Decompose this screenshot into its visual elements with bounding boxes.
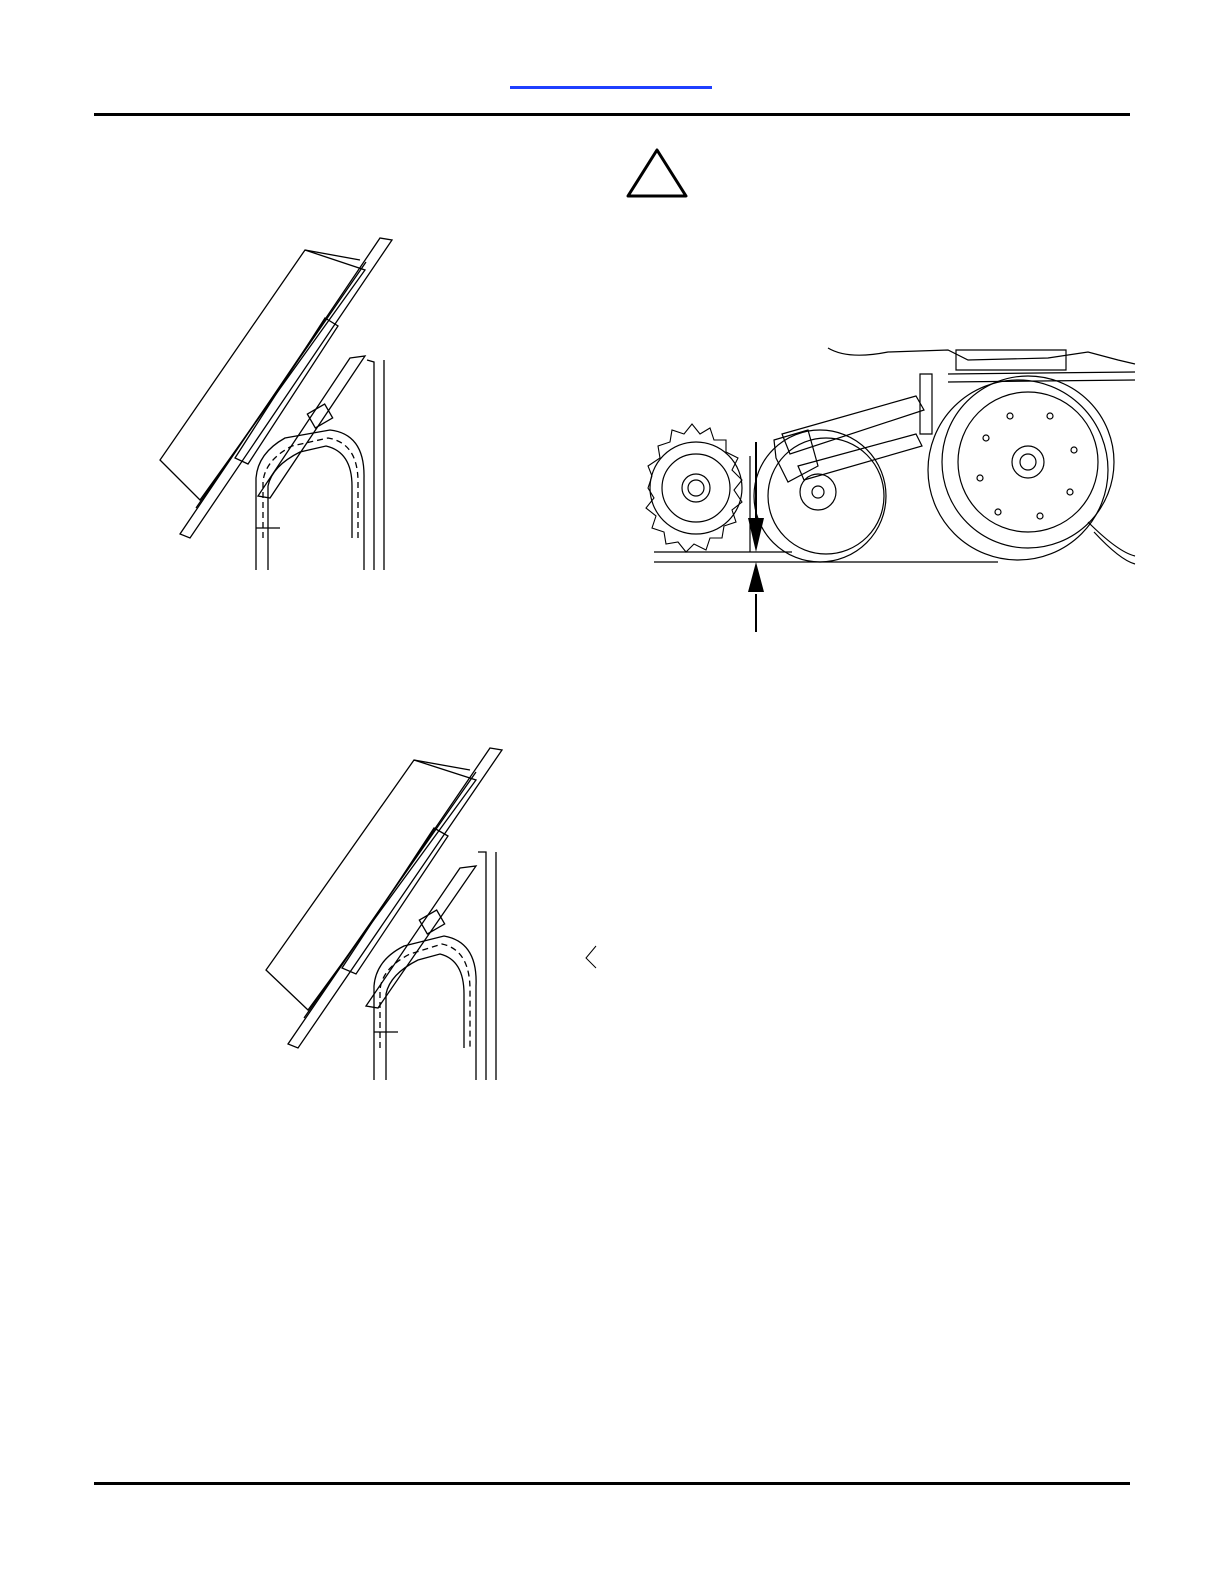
hitch-bracket-figure-top <box>160 238 400 578</box>
footer-rule <box>94 1482 1130 1485</box>
hitch-bracket-figure-bottom <box>264 748 514 1088</box>
header-rule <box>94 113 1130 116</box>
warning-triangle-icon <box>625 147 689 199</box>
planter-row-unit-figure <box>648 346 1135 642</box>
bracket-edge-mark <box>584 944 598 970</box>
header-link[interactable] <box>510 86 712 89</box>
